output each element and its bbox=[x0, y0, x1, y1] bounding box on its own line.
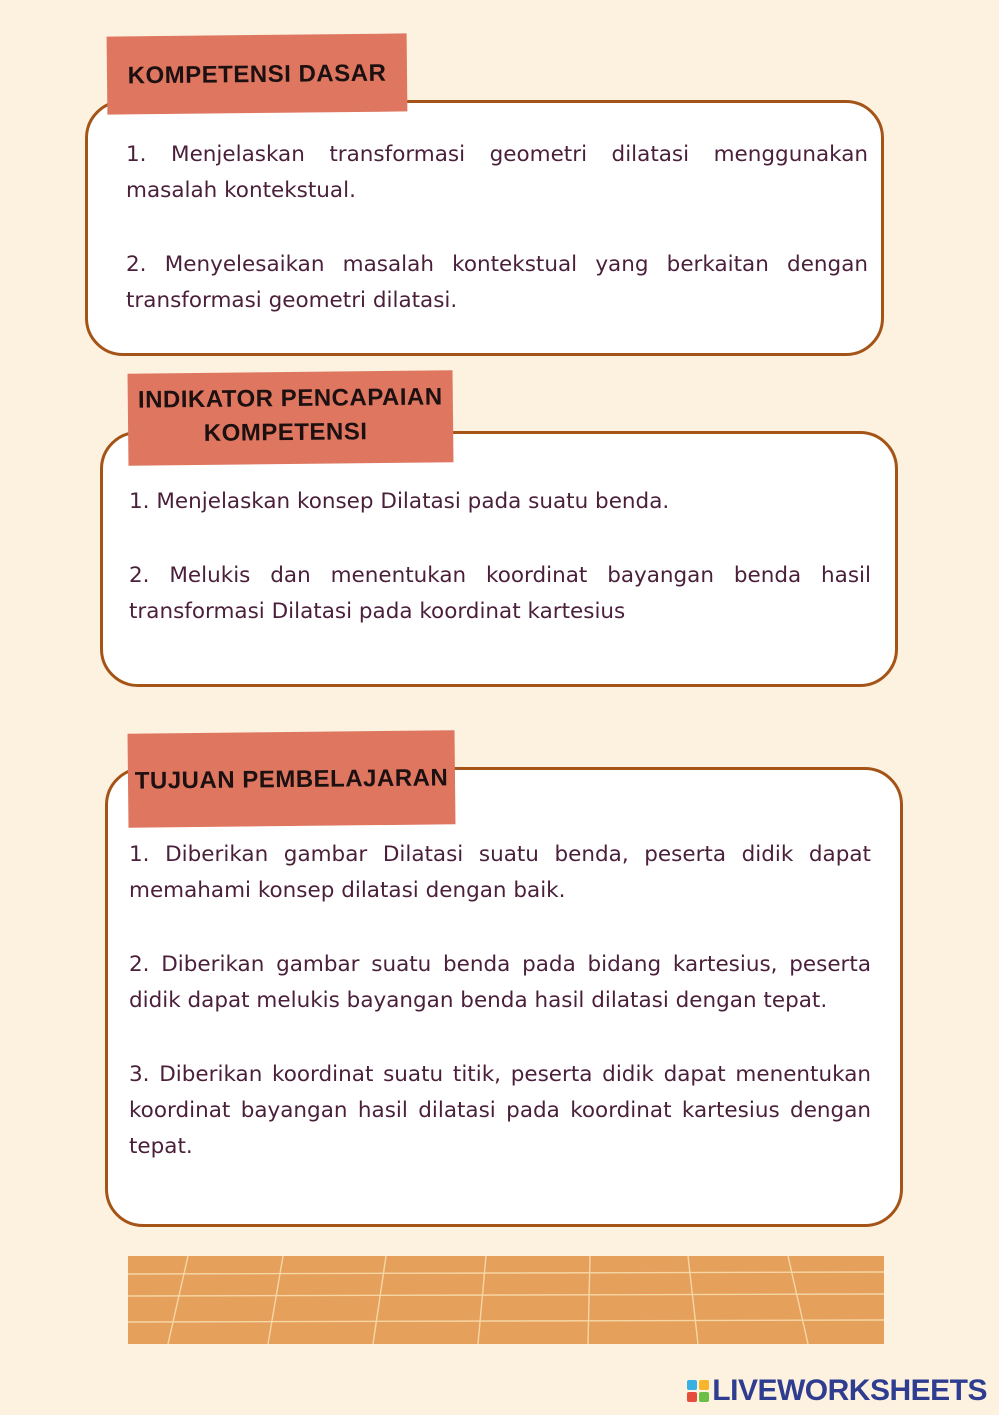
list-item: 1. Menjelaskan transformasi geometri dilatasi menggunakan masalah kontekstual. bbox=[126, 142, 868, 203]
indikator-title-line2: KOMPETENSI bbox=[203, 418, 368, 447]
indikator-list bbox=[129, 484, 871, 630]
liveworksheets-watermark bbox=[687, 1374, 987, 1408]
watermark-text: LIVEWORKSHEETS bbox=[712, 1374, 987, 1407]
list-item: 2. Menyelesaikan masalah kontekstual yang berkaitan dengan transformasi geometri dilatasi. bbox=[126, 252, 868, 313]
indikator-title-line1: INDIKATOR PENCAPAIAN bbox=[137, 383, 443, 414]
list-item: 1. Diberikan gambar Dilatasi suatu benda, peserta didik dapat memahami konsep dilatasi dengan baik. bbox=[129, 842, 871, 903]
tujuan-list bbox=[129, 837, 871, 1165]
list-item: 3. Diberikan koordinat suatu titik, peserta didik dapat menentukan koordinat bayangan hasil dilatasi pada koordinat kartesius dengan tepat. bbox=[129, 1062, 871, 1159]
list-item: 2. Melukis dan menentukan koordinat bayangan benda hasil transformasi Dilatasi pada koordinat kartesius bbox=[129, 563, 871, 624]
list-item: 1. Menjelaskan konsep Dilatasi pada suatu benda. bbox=[129, 489, 670, 514]
decorative-tile-floor bbox=[128, 1256, 884, 1344]
indikator-title bbox=[128, 370, 454, 465]
list-item: 2. Diberikan gambar suatu benda pada bidang kartesius, peserta didik dapat melukis bayangan benda hasil dilatasi dengan tepat. bbox=[129, 952, 871, 1013]
kompetensi-dasar-list bbox=[126, 137, 868, 319]
tile-grid-icon bbox=[128, 1256, 884, 1344]
liveworksheets-logo-icon bbox=[687, 1380, 709, 1402]
kompetensi-dasar-title: KOMPETENSI DASAR bbox=[107, 33, 408, 114]
tujuan-title: TUJUAN PEMBELAJARAN bbox=[128, 730, 456, 827]
